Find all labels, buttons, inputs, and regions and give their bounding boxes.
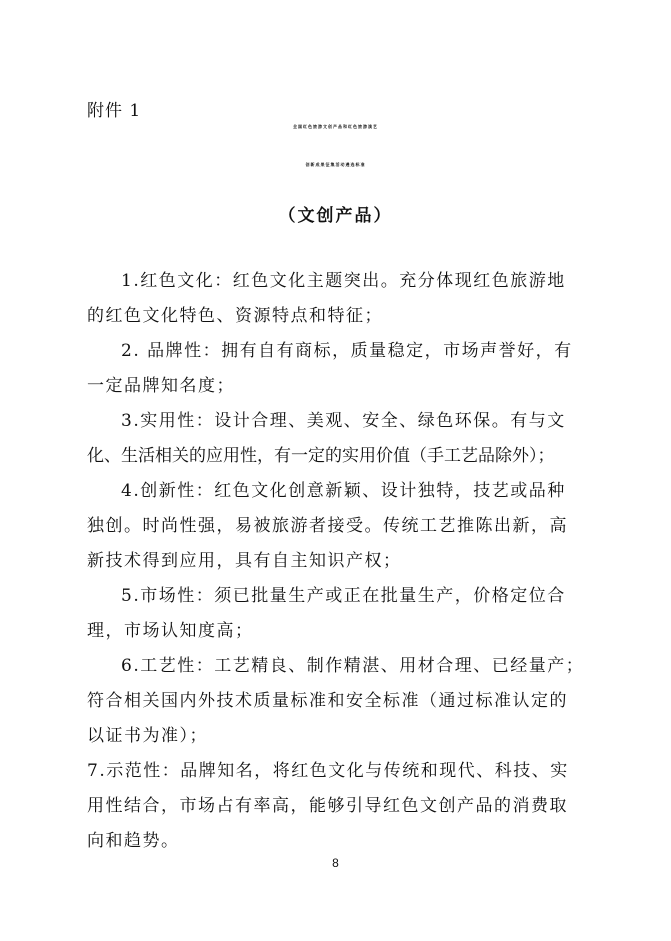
paragraph-7-line-3: 向和趋势。 [87,831,180,851]
paragraph-2-line-2: 一定品牌知名度； [87,376,235,396]
paragraph-4-line-1: 4.创新性：红色文化创意新颖、设计独特，技艺或品种 [121,481,566,501]
document-title-line-2: 创新成果征集活动遴选标准 [305,162,366,167]
paragraph-7-line-1: 7.示范性：品牌知名，将红色文化与传统和现代、科技、实 [87,761,569,781]
paragraph-2-line-1: 2. 品牌性：拥有自有商标，质量稳定，市场声誉好，有 [121,341,573,361]
paragraph-5-line-1: 5.市场性：须已批量生产或正在批量生产，价格定位合 [121,586,566,606]
paragraph-4-line-2: 独创。时尚性强，易被旅游者接受。传统工艺推陈出新，高 [87,516,568,536]
paragraph-6-line-1: 6.工艺性：工艺精良、制作精湛、用材合理、已经量产； [121,656,585,676]
paragraph-6-line-3: 以证书为准）； [87,726,208,746]
paragraph-6-line-2: 符合相关国内外技术质量标准和安全标准（通过标准认定的 [87,691,568,711]
attachment-label: 附件 1 [87,101,142,121]
paragraph-5-line-2: 理，市场认知度高； [87,621,254,641]
paragraph-1-line-2: 的红色文化特色、资源特点和特征； [87,306,383,326]
page-number: 8 [332,856,339,870]
paragraph-3-line-1: 3.实用性：设计合理、美观、安全、绿色环保。有与文 [121,411,566,431]
paragraph-1-line-1: 1.红色文化：红色文化主题突出。充分体现红色旅游地 [121,271,566,291]
paragraph-4-line-3: 新技术得到应用，具有自主知识产权； [87,551,402,571]
document-title-line-1: 全国红色旅游文创产品和红色旅游演艺 [293,124,378,129]
paragraph-3-line-2: 化、生活相关的应用性，有一定的实用价值（手工艺品除外）； [87,446,555,466]
document-subtitle: （文创产品） [278,206,393,226]
paragraph-7-line-2: 用性结合，市场占有率高，能够引导红色文创产品的消费取 [87,796,568,816]
